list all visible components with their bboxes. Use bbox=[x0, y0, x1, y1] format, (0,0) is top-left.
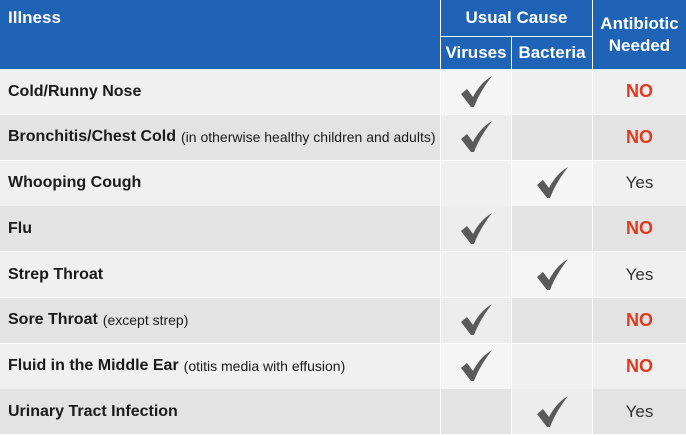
illness-name: Flu bbox=[8, 219, 32, 237]
illness-name: Bronchitis/Chest Cold bbox=[8, 128, 177, 146]
column-divider bbox=[592, 389, 593, 435]
cell-viruses bbox=[441, 206, 511, 251]
cell-illness bbox=[0, 298, 440, 343]
cell-antibiotic-needed: NO bbox=[626, 355, 653, 376]
column-divider bbox=[592, 344, 593, 390]
header-antibiotic-line2: Needed bbox=[608, 35, 671, 55]
header-divider bbox=[441, 36, 592, 37]
cell-antibiotic-needed: Yes bbox=[625, 264, 654, 284]
header-usual-cause: Usual Cause bbox=[465, 8, 568, 27]
header-antibiotic-needed bbox=[593, 0, 686, 69]
checkmark-icon bbox=[458, 74, 494, 110]
cell-viruses bbox=[441, 252, 511, 297]
cell-viruses bbox=[441, 115, 511, 160]
header-divider bbox=[440, 0, 441, 69]
table-row bbox=[0, 69, 686, 114]
cell-illness bbox=[0, 252, 440, 297]
header-divider bbox=[592, 0, 593, 69]
cell-illness bbox=[0, 344, 440, 389]
cell-illness bbox=[0, 69, 440, 114]
cell-bacteria bbox=[512, 298, 592, 343]
header-viruses: Viruses bbox=[445, 43, 507, 62]
table-row bbox=[0, 115, 686, 160]
cell-bacteria bbox=[512, 389, 592, 434]
column-divider bbox=[440, 344, 441, 390]
cell-antibiotic-needed: NO bbox=[626, 218, 653, 239]
table-row bbox=[0, 252, 686, 297]
illness-note: (except strep) bbox=[102, 312, 189, 329]
cell-antibiotic-needed: Yes bbox=[625, 401, 654, 421]
column-divider bbox=[440, 115, 441, 161]
checkmark-icon bbox=[534, 394, 570, 430]
column-divider bbox=[592, 115, 593, 161]
illness-name: Fluid in the Middle Ear bbox=[8, 357, 179, 374]
header-illness: Illness bbox=[8, 8, 61, 27]
column-divider bbox=[440, 298, 441, 344]
header-antibiotic-line1: Antibiotic bbox=[600, 13, 679, 33]
cell-illness bbox=[0, 389, 440, 434]
column-divider bbox=[592, 69, 593, 115]
column-divider bbox=[511, 252, 512, 298]
table-row bbox=[0, 344, 686, 389]
table-header bbox=[0, 0, 686, 69]
illness-note: (in otherwise healthy children and adults) bbox=[181, 129, 436, 146]
illness-name: Sore Throat bbox=[8, 311, 98, 329]
column-divider bbox=[440, 252, 441, 298]
cell-antibiotic-needed: NO bbox=[626, 309, 653, 330]
checkmark-icon bbox=[534, 165, 570, 201]
cell-viruses bbox=[441, 389, 511, 434]
cell-illness bbox=[0, 206, 440, 251]
checkmark-icon bbox=[458, 302, 494, 338]
column-divider bbox=[440, 69, 441, 115]
cell-bacteria bbox=[512, 344, 592, 389]
table-row bbox=[0, 206, 686, 251]
cell-illness bbox=[0, 115, 440, 160]
cell-viruses bbox=[441, 344, 511, 389]
column-divider bbox=[511, 115, 512, 161]
cell-viruses bbox=[441, 298, 511, 343]
cell-bacteria bbox=[512, 69, 592, 114]
illness-name: Whooping Cough bbox=[8, 174, 142, 191]
column-divider bbox=[440, 206, 441, 252]
header-bacteria: Bacteria bbox=[518, 43, 586, 62]
cell-bacteria bbox=[512, 161, 592, 206]
cell-bacteria bbox=[512, 252, 592, 297]
cell-viruses bbox=[441, 161, 511, 206]
cell-antibiotic-needed: NO bbox=[626, 126, 653, 147]
column-divider bbox=[511, 389, 512, 435]
column-divider bbox=[592, 206, 593, 252]
header-divider bbox=[511, 36, 512, 69]
column-divider bbox=[592, 252, 593, 298]
cell-antibiotic-needed: Yes bbox=[625, 173, 654, 192]
illness-name: Strep Throat bbox=[8, 265, 104, 283]
cell-antibiotic-needed: NO bbox=[626, 81, 653, 101]
illness-name: Urinary Tract Infection bbox=[8, 402, 178, 420]
column-divider bbox=[511, 344, 512, 390]
column-divider bbox=[592, 298, 593, 344]
table-row bbox=[0, 161, 686, 206]
column-divider bbox=[511, 206, 512, 252]
column-divider bbox=[511, 69, 512, 115]
illness-note: (otitis media with effusion) bbox=[183, 358, 346, 374]
illness-name: Cold/Runny Nose bbox=[8, 82, 142, 100]
column-divider bbox=[511, 161, 512, 207]
checkmark-icon bbox=[534, 257, 570, 293]
cell-viruses bbox=[441, 69, 511, 114]
checkmark-icon bbox=[458, 211, 494, 247]
column-divider bbox=[440, 389, 441, 435]
column-divider bbox=[440, 161, 441, 207]
cell-illness bbox=[0, 161, 440, 206]
table-row bbox=[0, 389, 686, 434]
column-divider bbox=[592, 161, 593, 207]
checkmark-icon bbox=[458, 348, 494, 384]
checkmark-icon bbox=[458, 119, 494, 155]
column-divider bbox=[511, 298, 512, 344]
cell-bacteria bbox=[512, 206, 592, 251]
cell-bacteria bbox=[512, 115, 592, 160]
table-row bbox=[0, 298, 686, 343]
